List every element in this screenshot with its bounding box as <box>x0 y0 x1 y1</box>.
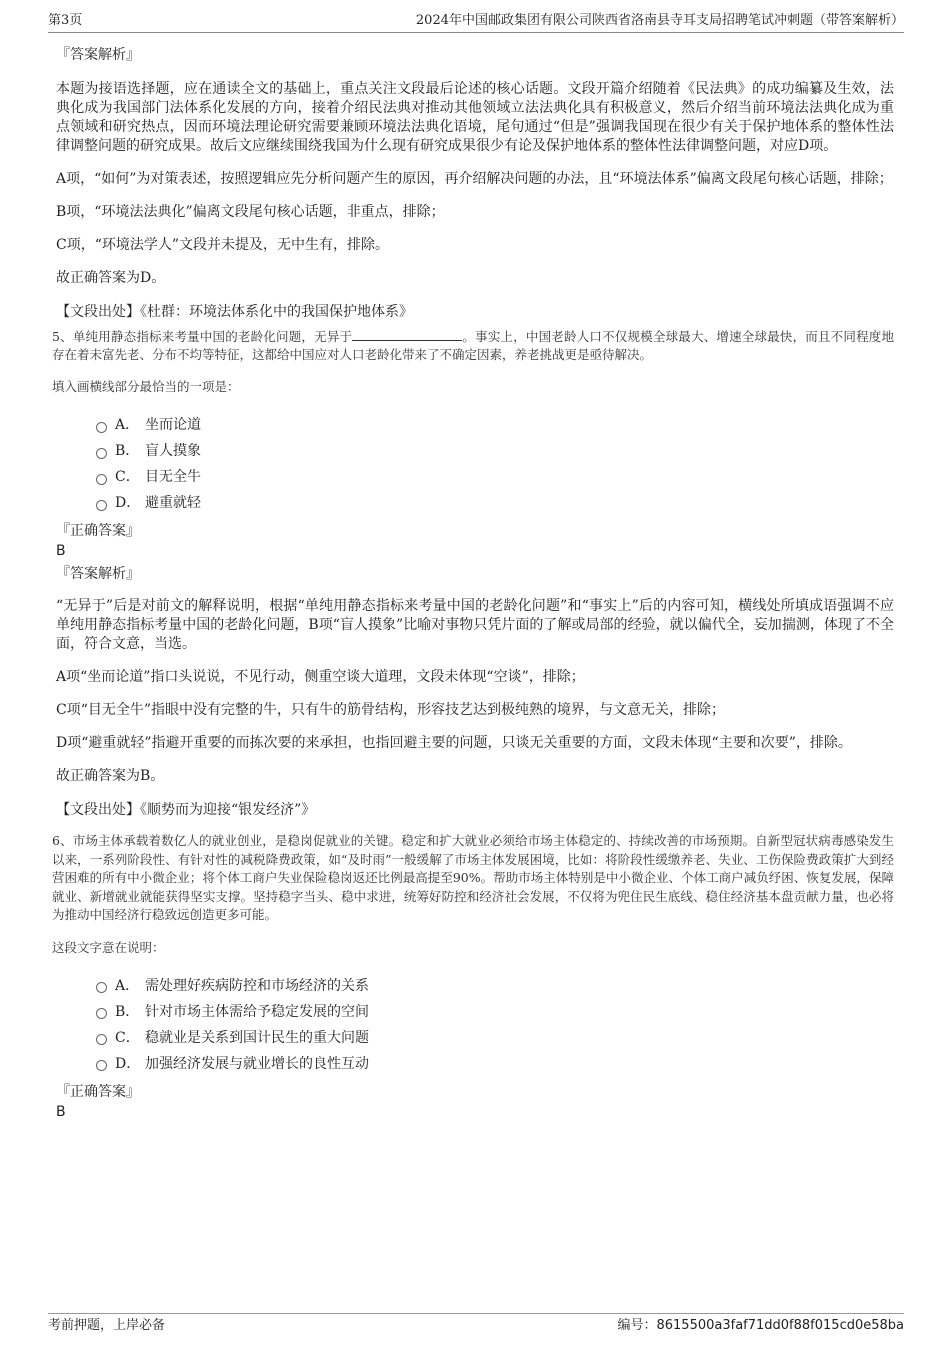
q5-ask: 填入画横线部分最恰当的一项是： <box>52 379 240 394</box>
page-footer <box>48 1313 904 1334</box>
q6-stem: 6、市场主体承载着数亿人的就业创业，是稳岗促就业的关键。稳定和扩大就业必须给市场主体稳定的、持续改善的市场预期。自新型冠状病毒感染发生以来，一系列阶段性、有针对性的减税降费政策，如“及时雨”一般缓解了市场主体发展困境，比如：将阶段性缓缴养老、失业、工伤保险费政策扩大到经营困难的所有中小微企业；将个体工商户失业保险稳岗返还比例最高提至90%。帮助市场主体特别是中小微企业、个体工商户减负纾困、恢复发展，保障就业、新增就业就能获得坚实支撑。坚持稳字当头、稳中求进，统筹好防控和经济社会发展，不仅将为兜住民生底线、稳住经济基本盘贡献力量，也必将为推动中国经济行稳致远创造更多可能。 <box>52 833 894 922</box>
q6-options <box>96 973 894 1077</box>
q5-answer-tag: 『正确答案』 <box>56 523 140 539</box>
q6-option-d[interactable]: D． 加强经济发展与就业增长的良性互动 <box>96 1051 894 1077</box>
document-id: 编号：8615500a3faf71dd0f88f015cd0e58ba <box>617 1318 904 1333</box>
q4-analysis-p1: 本题为接语选择题，应在通读全文的基础上，重点关注文段最后论述的核心话题。文段开篇介绍随着《民法典》的成功编纂及生效，法典化成为我国部门法体系化发展的方向，接着介绍民法典对推动其他领域立法法典化具有积极意义，然后介绍当前环境法法典化成为重点领域和研究热点，因而环境法理论研究需要兼顾环境法法典化语境，尾句通过“但是”强调我国现在很少有关于保护地体系的整体性法律调整问题的研究成果。故后文应继续围绕我国为什么现有研究成果很少有论及保护地体系的整体性法律调整问题，对应D项。 <box>56 81 894 154</box>
q5-option-a[interactable]: A． 坐而论道 <box>96 412 894 438</box>
q5-answer: B <box>56 543 66 559</box>
q5-blank <box>352 328 462 341</box>
q6-answer-tag: 『正确答案』 <box>56 1083 140 1100</box>
page-header <box>48 10 904 33</box>
q4-analysis-p2: A项，“如何”为对策表述，按照逻辑应先分析问题产生的原因，再介绍解决问题的办法，且“环境法体系”偏离文段尾句核心话题，排除； <box>56 171 893 187</box>
q5-source: 【文段出处】《顺势而为迎接“银发经济”》 <box>56 802 316 818</box>
q4-analysis-p4: C项，“环境法学人”文段并未提及，无中生有，排除。 <box>56 237 390 253</box>
radio-icon[interactable] <box>96 1034 107 1045</box>
q5-analysis-p1: “无异于”后是对前文的解释说明，根据“单纯用静态指标来考量中国的老龄化问题”和“事实上”后的内容可知，横线处所填成语强调不应单纯用静态指标考量中国的老龄化问题，B项“盲人摸象”比喻对事物只凭片面的了解或局部的经验，就以偏代全，妄加揣测，体现了不全面，符合文意，当选。 <box>56 598 894 652</box>
q4-analysis-p3: B项，“环境法法典化”偏离文段尾句核心话题，非重点，排除； <box>56 204 445 220</box>
q5-option-c[interactable]: C． 目无全牛 <box>96 464 894 490</box>
q6-option-c[interactable]: C． 稳就业是关系到国计民生的重大问题 <box>96 1025 894 1051</box>
q5-analysis-p5: 故正确答案为B。 <box>56 768 165 784</box>
q5-stem: 5、单纯用静态指标来考量中国的老龄化问题，无异于 。事实上，中国老龄人口不仅规模全球最大、增速全球最快，而且不同程度地存在着未富先老、分布不均等特征，这都给中国应对人口老龄化带来了不确定因素，养老挑战更是亟待解决。 <box>52 329 894 362</box>
q4-source: 【文段出处】《杜群：环境法体系化中的我国保护地体系》 <box>56 304 413 320</box>
page-number: 第3页 <box>48 13 83 28</box>
q6-ask: 这段文字意在说明： <box>52 939 165 955</box>
q5-analysis-p4: D项“避重就轻”指避开重要的而拣次要的来承担，也指回避主要的问题，只谈无关重要的方面，文段未体现“主要和次要”，排除。 <box>56 735 852 751</box>
q4-analysis-tag: 『答案解析』 <box>56 47 140 63</box>
q5-option-b[interactable]: B． 盲人摸象 <box>96 438 894 464</box>
document-title: 2024年中国邮政集团有限公司陕西省洛南县寺耳支局招聘笔试冲刺题（带答案解析） <box>415 13 904 28</box>
page-content <box>52 44 894 1122</box>
radio-icon[interactable] <box>96 500 107 511</box>
radio-icon[interactable] <box>96 448 107 459</box>
radio-icon[interactable] <box>96 422 107 433</box>
q5-option-d[interactable]: D． 避重就轻 <box>96 490 894 516</box>
radio-icon[interactable] <box>96 982 107 993</box>
q5-analysis-p2: A项“坐而论道”指口头说说，不见行动，侧重空谈大道理，文段未体现“空谈”，排除； <box>56 669 585 685</box>
footer-slogan: 考前押题，上岸必备 <box>48 1318 166 1333</box>
q5-analysis-p3: C项“目无全牛”指眼中没有完整的牛，只有牛的筋骨结构，形容技艺达到极纯熟的境界，与文意无关，排除； <box>56 702 726 718</box>
q6-answer: B <box>56 1103 66 1120</box>
q5-analysis-tag: 『答案解析』 <box>56 566 140 582</box>
radio-icon[interactable] <box>96 474 107 485</box>
q6-option-a[interactable]: A． 需处理好疾病防控和市场经济的关系 <box>96 973 894 999</box>
q6-option-b[interactable]: B． 针对市场主体需给予稳定发展的空间 <box>96 999 894 1025</box>
radio-icon[interactable] <box>96 1008 107 1019</box>
q5-options <box>96 412 894 516</box>
q4-analysis-p5: 故正确答案为D。 <box>56 270 166 286</box>
radio-icon[interactable] <box>96 1060 107 1071</box>
